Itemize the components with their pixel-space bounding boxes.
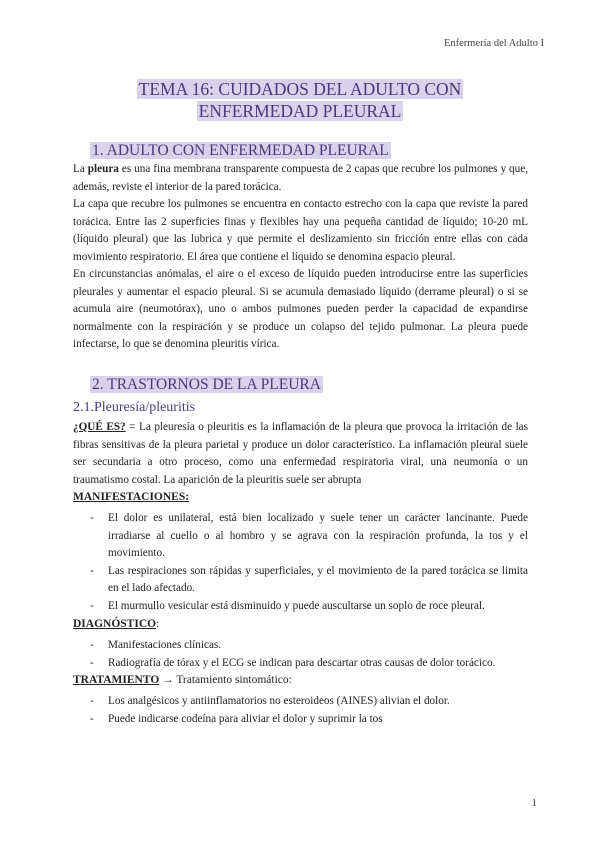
list-item: - El dolor es unilateral, está bien localizado y suele tener un carácter lancinante. Puede irradiarse al cuello o al hombro y se agrava con la respiración profunda, la tos y el movimiento. [73, 510, 528, 563]
diagnostico-label [73, 618, 159, 630]
manifestaciones-label [73, 491, 189, 503]
tratamiento-label-text: TRATAMIENTO [73, 674, 160, 686]
list-item: - Puede indicarse codeína para aliviar el dolor y suprimir la tos [73, 711, 528, 729]
list-item: - Manifestaciones clínicas. [73, 637, 528, 655]
section-1-heading [90, 142, 391, 160]
paragraph-anomalous: En circunstancias anómalas, el aire o el exceso de líquido pueden introducirse entre las superficies pleurales y aumentar el espacio pleural. Si se acumula demasiado líquido (derrame pleural) o si se acumula aire (neumotórax), uno o ambos pulmones pueden perder la capacidad de expandirse normalmente con la respiración y se produce un colapso del tejido pulmonar. La pleura puede infectarse, lo que se denomina pleuritis vírica. [73, 268, 528, 350]
manifestaciones-label-text: MANIFESTACIONES: [73, 491, 190, 503]
diagnostico-colon: : [156, 618, 160, 630]
title-line-2: ENFERMEDAD PLEURAL [198, 101, 402, 121]
tratamiento-label [73, 674, 292, 686]
title-line-1: TEMA 16: CUIDADOS DEL ADULTO CON [138, 79, 462, 99]
diagnostico-list [73, 637, 528, 672]
que-es-text: = La pleuresía o pleuritis es la inflamación de la pleura que provoca la irritación de las fibras sensitivas de la pleura parietal y produce un dolor característico. La inflamación pleural suele ser secundaria a otro proceso, como una enfermedad respiratoria viral, una neumonía o un traumatismo costal. La aparición de la pleuritis suele ser abrupta [73, 421, 529, 486]
section-1-heading-text: 1. ADULTO CON ENFERMEDAD PLEURAL [92, 142, 389, 159]
que-es-paragraph [73, 419, 528, 489]
p1-bold-pleura: pleura [87, 163, 119, 175]
manifestaciones-list [73, 510, 528, 615]
diagnostico-label-text: DIAGNÓSTICO [73, 618, 157, 630]
tratamiento-intro: Tratamiento sintomático: [176, 674, 292, 686]
list-item: - El murmullo vesicular está disminuido y puede auscultarse un soplo de roce pleural. [73, 598, 528, 616]
section-2-heading-text: 2. TRASTORNOS DE LA PLEURA [92, 376, 321, 393]
list-item: - Radiografía de tórax y el ECG se indican para descartar otras causas de dolor torácico. [73, 655, 528, 673]
running-header: Enfermería del Adulto I [443, 38, 544, 49]
page-number: 1 [531, 797, 537, 809]
subsection-pleuritis-heading: 2.1.Pleuresía/pleuritis [73, 400, 196, 415]
p1-pre: La [73, 163, 88, 175]
arrow-icon: → [159, 674, 177, 686]
list-item: - Los analgésicos y antiinflamatorios no esteroideos (AINES) alivian el dolor. [73, 693, 528, 711]
p1-post: es una fina membrana transparente compuesta de 2 capas que recubre los pulmones y que, además, reviste el interior de la pared torácica. [73, 163, 529, 193]
que-es-label: ¿QUÉ ES? [73, 421, 126, 433]
paragraph-pleura-definition [73, 161, 528, 196]
section-1-body [73, 161, 528, 354]
paragraph-pleural-fluid: La capa que recubre los pulmones se encuentra en contacto estrecho con la capa que reviste la pared torácica. Entre las 2 superficies finas y flexibles hay una pequeña cantidad de líquido; 10-20 mL (líquido pleural) que las lubrica y que permite el deslizamiento sin fricción entre ellas con cada movimiento respiratorio. El área que contiene el líquido se denomina espacio pleural. [73, 198, 528, 263]
section-2-heading [90, 376, 323, 394]
list-item: - Las respiraciones son rápidas y superficiales, y el movimiento de la pared torácica se limita en el lado afectado. [73, 563, 528, 598]
tratamiento-list [73, 693, 528, 728]
page-title [60, 78, 540, 122]
